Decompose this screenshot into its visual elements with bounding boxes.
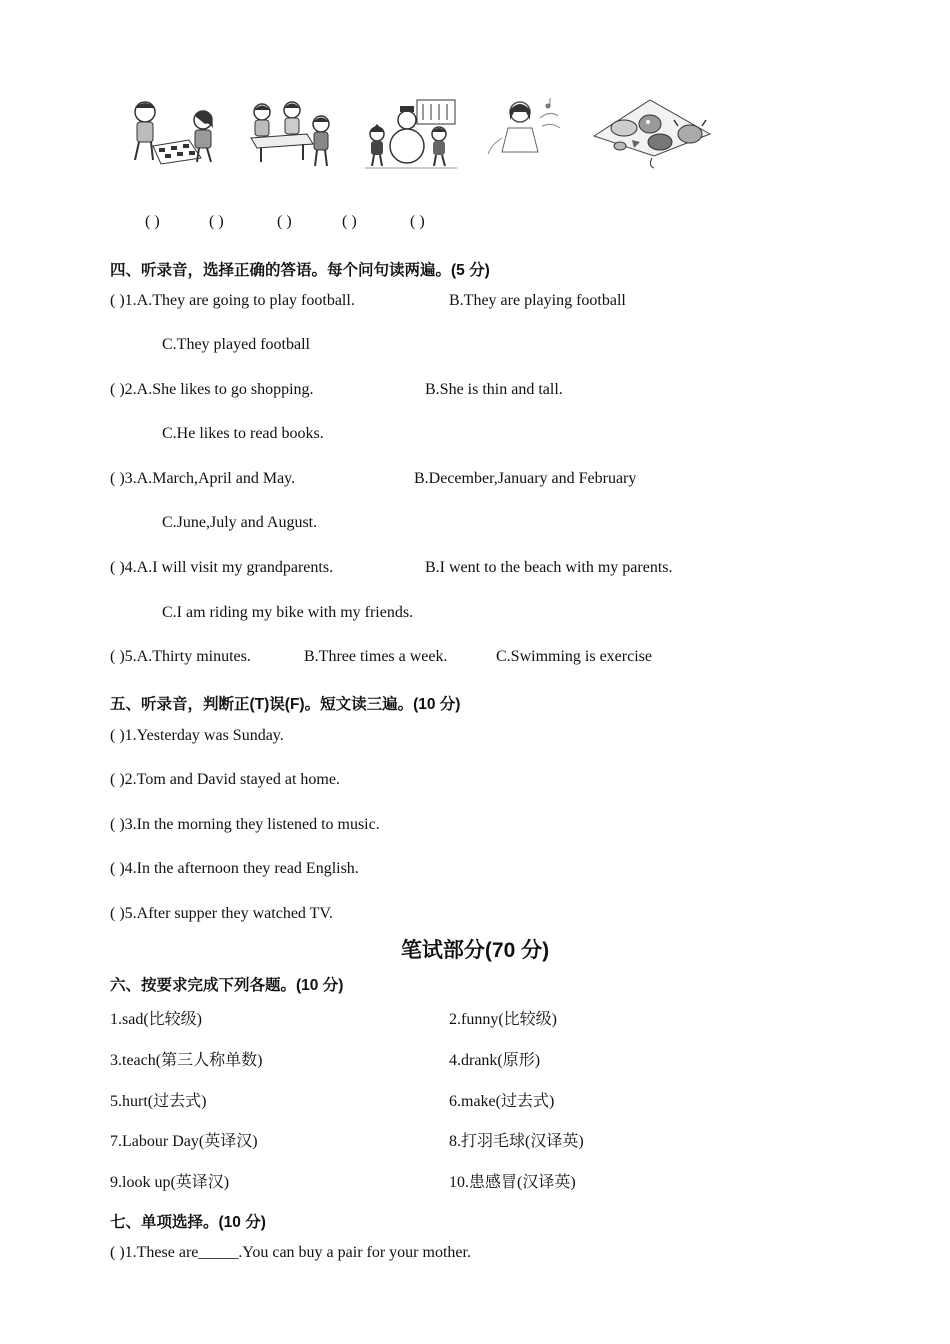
picture-4-music bbox=[484, 98, 562, 160]
picture-5-fish bbox=[590, 96, 714, 170]
sec6-item-1: 1.sad(比较级) bbox=[110, 1011, 202, 1028]
sec4-q5-b: B.Three times a week. bbox=[304, 648, 448, 665]
sec6-item-7: 7.Labour Day(英译汉) bbox=[110, 1133, 258, 1150]
sec4-q3-b: B.December,January and February bbox=[414, 470, 637, 487]
sec4-q1-c: C.They played football bbox=[162, 336, 310, 353]
sec4-q1-b: B.They are playing football bbox=[449, 292, 626, 309]
section-7-heading: 七、单项选择。(10 分) bbox=[110, 1214, 266, 1231]
sec5-item-3: ( )3.In the morning they listened to music. bbox=[110, 816, 380, 833]
sec4-q5-a: ( )5.A.Thirty minutes. bbox=[110, 648, 251, 665]
sec4-q4-c: C.I am riding my bike with my friends. bbox=[162, 604, 414, 621]
sec6-item-10: 10.患感冒(汉译英) bbox=[449, 1174, 576, 1191]
sec6-item-9: 9.look up(英译汉) bbox=[110, 1174, 230, 1191]
section-6-heading: 六、按要求完成下列各题。(10 分) bbox=[110, 977, 344, 994]
sec7-q1: ( )1.These are_____.You can buy a pair for your mother. bbox=[110, 1244, 471, 1261]
picture-answer-bracket-3[interactable]: ( ) bbox=[277, 213, 292, 230]
sec6-item-2: 2.funny(比较级) bbox=[449, 1011, 557, 1028]
sec4-q1-a: ( )1.A.They are going to play football. bbox=[110, 292, 355, 309]
section-5-heading: 五、听录音，判断正(T)误(F)。短文读三遍。(10 分) bbox=[110, 696, 461, 713]
picture-answer-bracket-2[interactable]: ( ) bbox=[209, 213, 224, 230]
picture-2-table bbox=[247, 98, 337, 170]
picture-answer-bracket-4[interactable]: ( ) bbox=[342, 213, 357, 230]
sec5-item-4: ( )4.In the afternoon they read English. bbox=[110, 860, 359, 877]
sec6-item-3: 3.teach(第三人称单数) bbox=[110, 1052, 263, 1069]
sec6-item-5: 5.hurt(过去式) bbox=[110, 1093, 207, 1110]
sec6-item-4: 4.drank(原形) bbox=[449, 1052, 541, 1069]
sec4-q2-c: C.He likes to read books. bbox=[162, 425, 324, 442]
sec5-item-5: ( )5.After supper they watched TV. bbox=[110, 905, 333, 922]
picture-answer-bracket-5[interactable]: ( ) bbox=[410, 213, 425, 230]
written-part-title: 笔试部分(70 分) bbox=[400, 939, 550, 962]
sec4-q2-b: B.She is thin and tall. bbox=[425, 381, 563, 398]
sec4-q2-a: ( )2.A.She likes to go shopping. bbox=[110, 381, 314, 398]
picture-1-chess bbox=[125, 98, 217, 170]
picture-3-snowman bbox=[365, 98, 457, 170]
sec4-q4-b: B.I went to the beach with my parents. bbox=[425, 559, 673, 576]
sec5-item-1: ( )1.Yesterday was Sunday. bbox=[110, 727, 284, 744]
section-4-heading: 四、听录音，选择正确的答语。每个问句读两遍。(5 分) bbox=[110, 262, 490, 279]
picture-answer-bracket-1[interactable]: ( ) bbox=[145, 213, 160, 230]
sec5-item-2: ( )2.Tom and David stayed at home. bbox=[110, 771, 340, 788]
sec4-q4-a: ( )4.A.I will visit my grandparents. bbox=[110, 559, 334, 576]
sec6-item-6: 6.make(过去式) bbox=[449, 1093, 555, 1110]
sec6-item-8: 8.打羽毛球(汉译英) bbox=[449, 1133, 584, 1150]
sec4-q5-c: C.Swimming is exercise bbox=[496, 648, 652, 665]
sec4-q3-a: ( )3.A.March,April and May. bbox=[110, 470, 296, 487]
sec4-q3-c: C.June,July and August. bbox=[162, 514, 318, 531]
